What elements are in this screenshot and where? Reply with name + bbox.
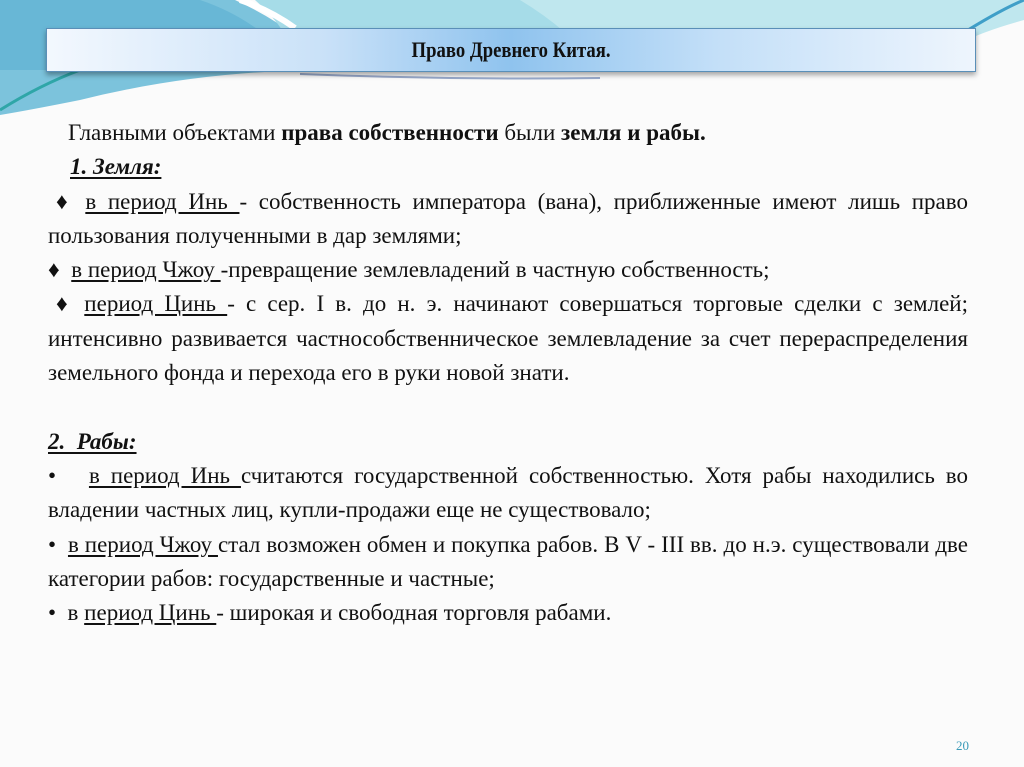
intro-text: были	[498, 120, 562, 145]
item-text: стал возможен обмен и покупка рабов. В V - III вв. до н.э. существовали две категории рабов: государственные и частные;	[48, 531, 968, 591]
list-item	[48, 287, 968, 390]
list-item	[48, 528, 968, 597]
slide-title-banner	[46, 28, 976, 72]
period-label: в период Чжоу	[71, 257, 221, 283]
period-label: период Цинь	[84, 291, 228, 317]
list-item	[48, 459, 968, 528]
heading-text: 2. Рабы:	[48, 428, 137, 454]
diamond-bullet-icon: ♦	[56, 291, 85, 317]
slide-title: Право Древнего Китая.	[411, 37, 611, 62]
item-text: -превращение землевладений в частную собственность;	[220, 257, 770, 283]
item-text: - с сер. I в. до н. э. начинают совершаться торговые сделки с землей; интенсивно развивается частнособственническое землевладение за счет перераспределения земельного фонда и перехода его в руки новой знати.	[48, 291, 968, 386]
period-label: в период Чжоу	[67, 531, 218, 557]
diamond-bullet-icon: ♦	[56, 188, 86, 214]
bullet-icon: •	[48, 462, 89, 488]
section-heading-land	[48, 150, 968, 184]
intro-text: Главными объектами	[68, 120, 282, 145]
intro-bold-objects: земля и рабы.	[561, 120, 706, 145]
item-text: - собственность императора (вана), приближенные имеют лишь право пользования полученными в дар землями;	[48, 188, 968, 248]
page-number: 20	[956, 738, 969, 753]
heading-text: 1. Земля:	[70, 154, 162, 180]
section-heading-slaves	[48, 425, 968, 459]
period-label: в период Инь	[88, 462, 241, 488]
list-item	[48, 596, 968, 630]
item-text: считаются государственной собственностью. Хотя рабы находились во владении частных лиц, купли-продажи еще не существовало;	[48, 462, 968, 523]
item-text: - широкая и свободная торговля рабами.	[216, 600, 612, 626]
list-item	[48, 253, 968, 287]
bullet-icon: •	[48, 531, 68, 557]
bullet-icon: • в	[48, 600, 85, 626]
list-item	[48, 185, 968, 254]
diamond-bullet-icon: ♦	[48, 257, 72, 283]
intro-paragraph	[48, 116, 968, 150]
period-label: период Цинь	[84, 600, 217, 626]
slide-content	[48, 116, 968, 630]
period-label: в период Инь	[85, 188, 240, 214]
intro-bold-ownership: права собственности	[281, 120, 499, 145]
